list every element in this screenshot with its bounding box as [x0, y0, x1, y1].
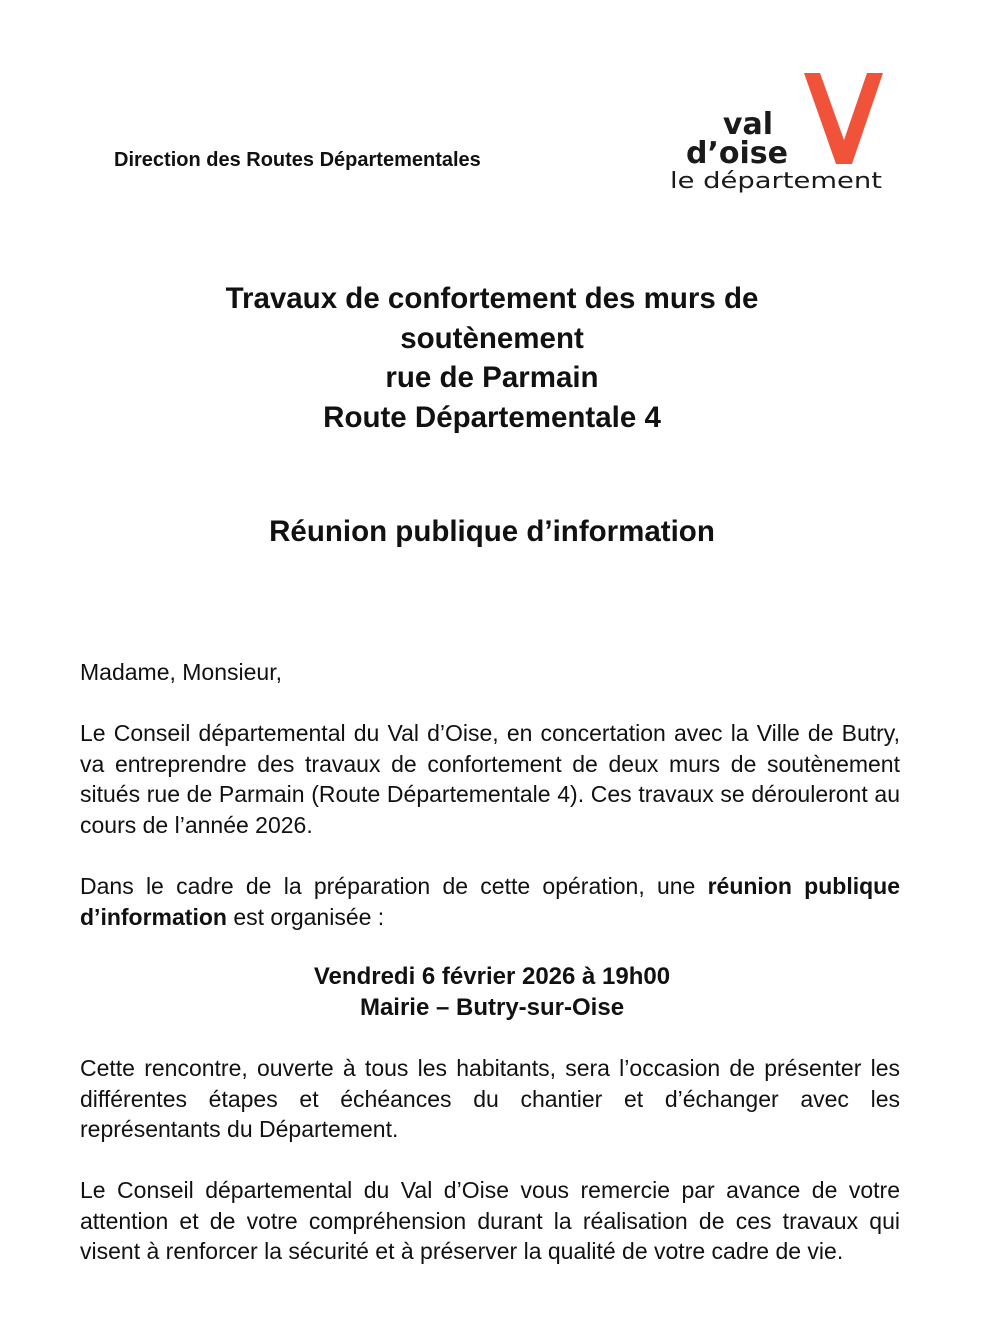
paragraph-closing — [80, 1175, 900, 1267]
logo-line-departement: le département — [670, 169, 883, 194]
logo-line-doise: d’oise — [686, 136, 788, 171]
paragraph-meeting — [80, 871, 900, 932]
title-line: Route Départementale 4 — [323, 400, 661, 434]
event-date: Vendredi 6 février 2026 à 19h00 — [313, 963, 671, 990]
logo-line-val: val — [722, 107, 773, 142]
val-doise-logo — [668, 68, 886, 194]
paragraph-closing-text: Le Conseil départemental du Val d’Oise vous remercie par avance de votre attention et de votre compréhension durant la réalisation de ces travaux qui visent à renforcer la sécurité et à préserver la qualité de votre cadre de vie. — [80, 1177, 900, 1264]
event-place: Mairie – Butry-sur-Oise — [359, 994, 625, 1021]
paragraph-meeting-purpose-text: Cette rencontre, ouverte à tous les habitants, sera l’occasion de présenter les différentes étapes et échéances du chantier et d’échanger avec les représentants du Département. — [80, 1055, 900, 1142]
event-details — [0, 961, 984, 1023]
greeting: Madame, Monsieur, — [80, 659, 282, 685]
department-heading: Direction des Routes Départementales — [114, 149, 481, 171]
page-subtitle: Réunion publique d’information — [269, 515, 715, 548]
title-line: soutènement — [400, 321, 584, 355]
page-title — [0, 279, 984, 437]
paragraph-intro — [80, 718, 900, 840]
paragraph-meeting-purpose — [80, 1053, 900, 1145]
paragraph-meeting-end: est organisée : — [226, 903, 385, 930]
val-doise-v-logo-icon — [668, 68, 886, 194]
paragraph-meeting-bold: réunion publique d’information — [80, 873, 900, 930]
title-line: rue de Parmain — [385, 361, 599, 394]
paragraph-meeting-start: Dans le cadre de la préparation de cette opération, une — [80, 873, 708, 899]
title-line: Travaux de confortement des murs de — [225, 282, 759, 315]
paragraph-intro-text: Le Conseil départemental du Val d’Oise, en concertation avec la Ville de Butry, va entreprendre des travaux de confortement de deux murs de soutènement situés rue de Parmain (Route Départementale 4). Ces travaux se dérouleront au cours de l’année 2026. — [80, 720, 900, 838]
